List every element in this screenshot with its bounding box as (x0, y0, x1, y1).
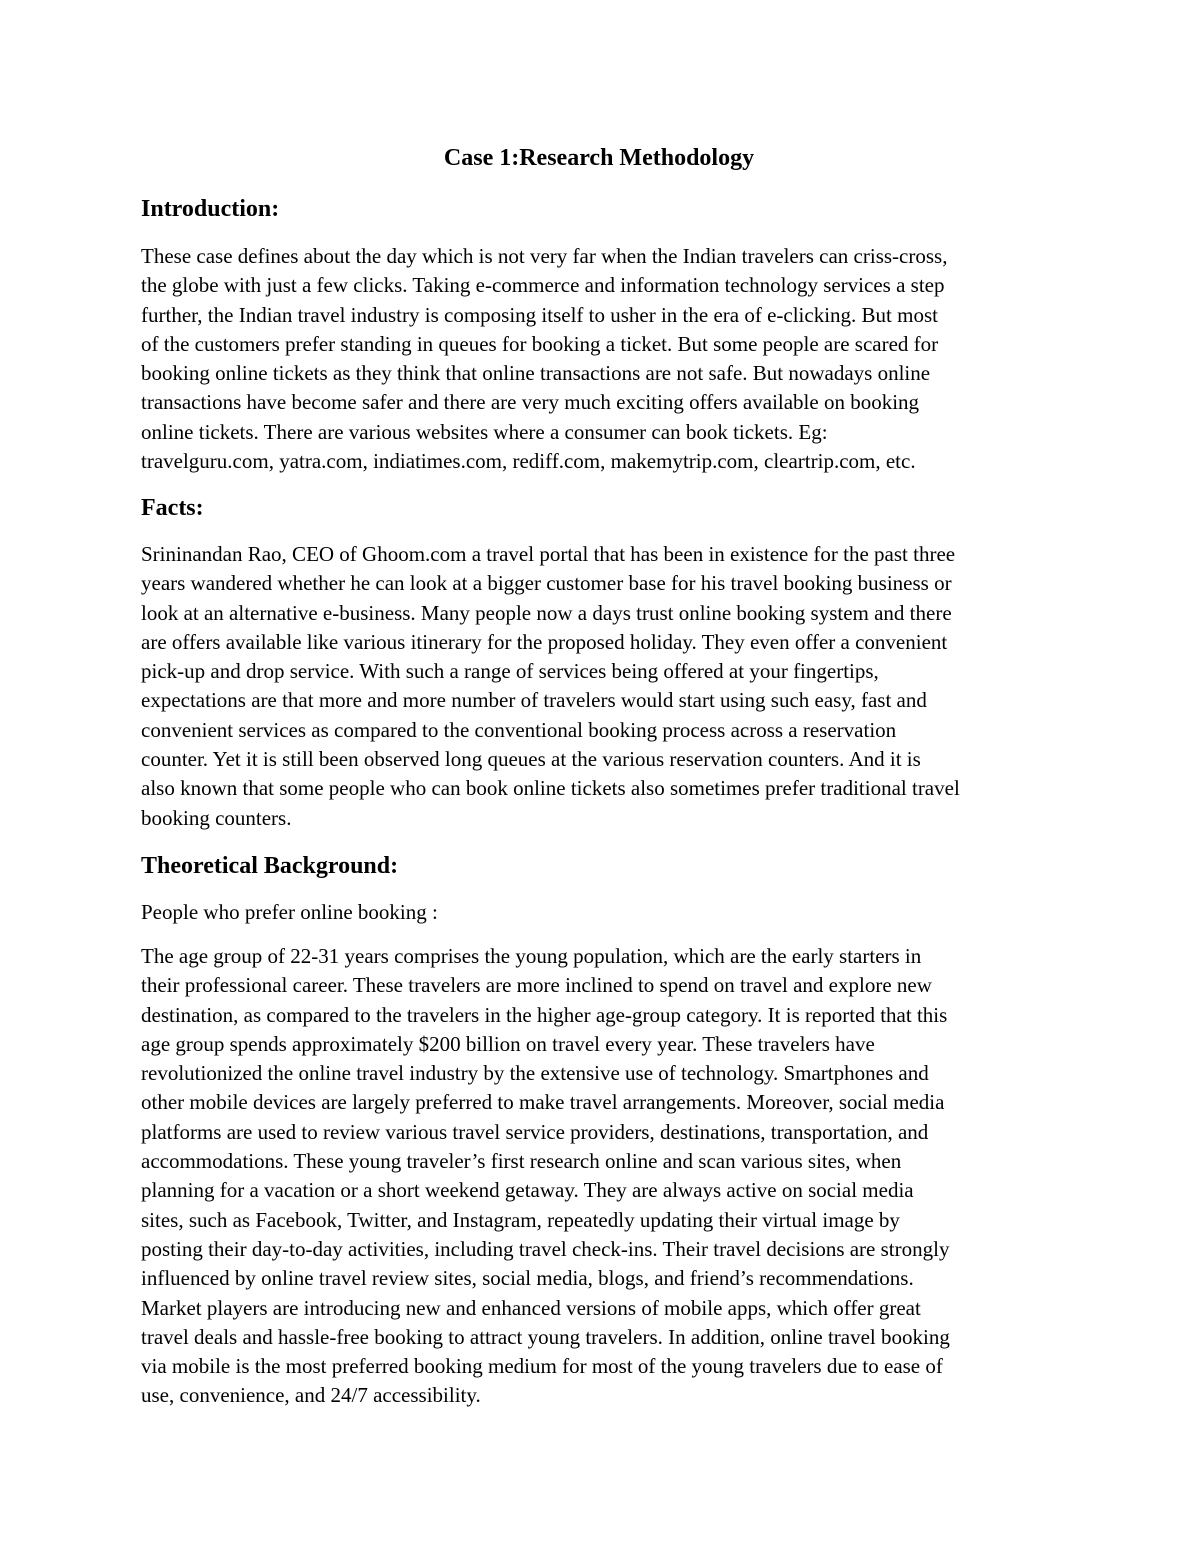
text-line: platforms are used to review various travel service providers, destinations, transportation, and (141, 1119, 929, 1144)
text-line: further, the Indian travel industry is composing itself to usher in the era of e-clicking. But most (141, 302, 938, 327)
text-line: their professional career. These travelers are more inclined to spend on travel and explore new (141, 973, 932, 998)
text-line: look at an alternative e-business. Many people now a days trust online booking system and there (141, 600, 952, 625)
text-line: use, convenience, and 24/7 accessibility. (141, 1383, 481, 1408)
text-line: revolutionized the online travel industry by the extensive use of technology. Smartphones and (141, 1061, 929, 1086)
text-line: also known that some people who can book online tickets also sometimes prefer traditional travel (141, 776, 960, 801)
text-line: of the customers prefer standing in queues for booking a ticket. But some people are scared for (141, 331, 939, 356)
text-line: other mobile devices are largely preferred to make travel arrangements. Moreover, social media (141, 1090, 945, 1115)
text-line: booking counters. (141, 805, 292, 830)
facts-paragraph (141, 540, 1059, 833)
text-line: These case defines about the day which is not very far when the Indian travelers can criss-cross, (141, 244, 948, 268)
text-line: pick-up and drop service. With such a range of services being offered at your fingertips, (141, 659, 879, 684)
text-line: age group spends approximately $200 billion on travel every year. These travelers have (141, 1031, 875, 1056)
text-line: via mobile is the most preferred booking medium for most of the young travelers due to ease of (141, 1354, 943, 1379)
introduction-paragraph (141, 242, 1059, 476)
text-line: travelguru.com, yatra.com, indiatimes.com, rediff.com, makemytrip.com, cleartrip.com, etc. (141, 449, 916, 474)
online-booking-intro-line (141, 898, 1059, 927)
text-line: People who prefer online booking : (141, 900, 438, 924)
text-line: expectations are that more and more number of travelers would start using such easy, fast and (141, 688, 927, 713)
text-line: online tickets. There are various websites where a consumer can book tickets. Eg: (141, 419, 828, 444)
text-line: years wandered whether he can look at a bigger customer base for his travel booking business or (141, 571, 952, 596)
text-line: transactions have become safer and there are very much exciting offers available on booking (141, 390, 920, 415)
text-line: The age group of 22-31 years comprises the young population, which are the early starters in (141, 944, 922, 968)
text-line: planning for a vacation or a short weekend getaway. They are always active on social media (141, 1178, 914, 1203)
text-line: convenient services as compared to the conventional booking process across a reservation (141, 717, 897, 742)
text-line: counter. Yet it is still been observed long queues at the various reservation counters. And it is (141, 747, 921, 772)
text-line: destination, as compared to the travelers in the higher age-group category. It is reported that this (141, 1002, 948, 1027)
text-line: travel deals and hassle-free booking to attract young travelers. In addition, online travel booking (141, 1324, 950, 1349)
text-line: booking online tickets as they think that online transactions are not safe. But nowadays online (141, 361, 931, 386)
text-line: Market players are introducing new and enhanced versions of mobile apps, which offer great (141, 1295, 921, 1320)
text-line: are offers available like various itinerary for the proposed holiday. They even offer a convenient (141, 629, 948, 654)
section-heading-facts: Facts: (141, 495, 204, 521)
document-title: Case 1:Research Methodology (443, 145, 755, 171)
section-heading-theoretical-background: Theoretical Background: (141, 853, 399, 879)
text-line: Srininandan Rao, CEO of Ghoom.com a travel portal that has been in existence for the past three (141, 542, 956, 566)
text-line: sites, such as Facebook, Twitter, and Instagram, repeatedly updating their virtual image by (141, 1207, 900, 1232)
theoretical-background-paragraph (141, 942, 1059, 1411)
text-line: influenced by online travel review sites, social media, blogs, and friend’s recommendations. (141, 1266, 914, 1291)
text-line: accommodations. These young traveler’s first research online and scan various sites, when (141, 1149, 902, 1174)
text-line: posting their day-to-day activities, including travel check-ins. Their travel decisions are strongly (141, 1236, 950, 1261)
text-line: the globe with just a few clicks. Taking e-commerce and information technology services a step (141, 273, 945, 298)
section-heading-introduction: Introduction: (141, 196, 280, 222)
